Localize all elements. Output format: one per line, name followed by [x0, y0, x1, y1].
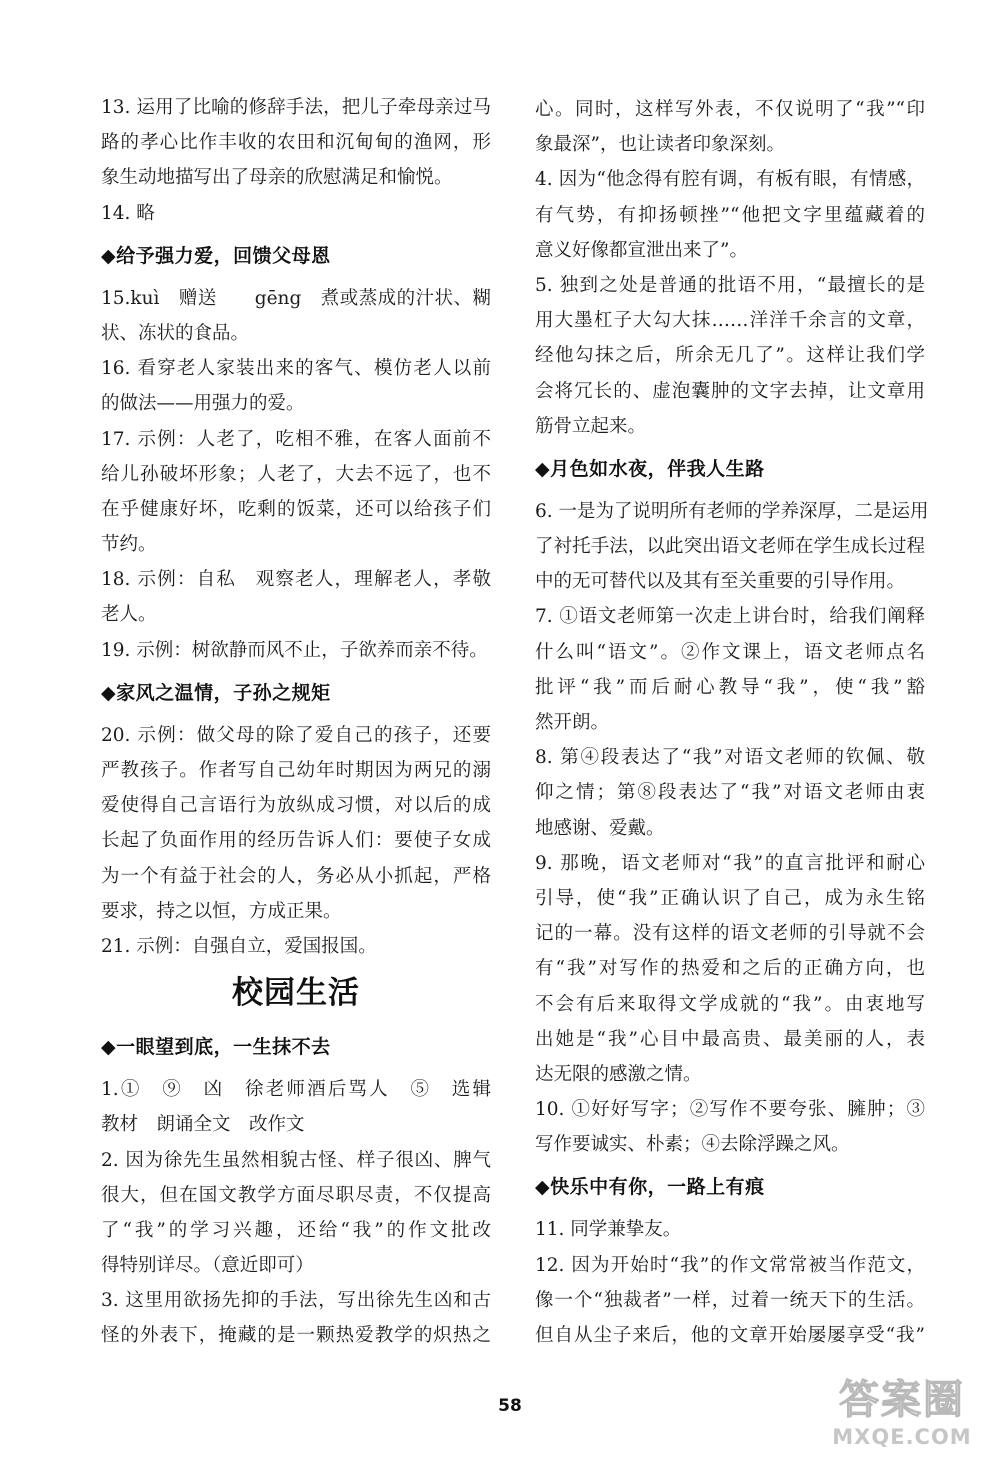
answer-item [101, 1072, 491, 1142]
answer-line: 13. 运用了比喻的修辞手法，把儿子牵母亲过马 [101, 97, 491, 118]
answer-line: 中的无可替代以及其有至关重要的引导作用。 [535, 571, 906, 593]
answer-line: 4. 因为“他念得有腔有调，有板有眼，有情感， [535, 169, 925, 191]
answer-line: 像一个“独裁者”一样，过着一统天下的生活。 [535, 1289, 925, 1311]
answer-line: 了衬托手法，以此突出语文老师在学生成长过程 [535, 536, 925, 558]
answer-line: 16. 看穿老人家装出来的客气、模仿老人以前 [101, 358, 491, 380]
answer-line: 心。同时，这样写外表，不仅说明了“我”“印 [535, 99, 925, 120]
answer-line: 达无限的感激之情。 [535, 1063, 702, 1085]
answer-line: 8. 第④段表达了“我”对语文老师的钦佩、敬 [535, 747, 925, 769]
answer-line: 给儿孙破坏形象；人老了，大去不远了，也不 [101, 463, 491, 485]
answer-line: 状、冻状的食品。 [101, 322, 250, 344]
answer-line: 经他勾抹之后，所余无几了”。这样让我们学 [535, 345, 925, 367]
answer-item [535, 92, 925, 162]
answer-item [101, 281, 491, 351]
answer-line: 12. 因为开始时“我”的作文常常被当作范文， [535, 1254, 925, 1276]
answer-item [101, 633, 491, 668]
answer-line: 地感谢、爱戴。 [535, 817, 665, 839]
answer-item [535, 599, 925, 740]
answer-line: 爱使得自己言语行为放纵成习惯，对以后的成 [101, 795, 491, 817]
answer-item [535, 1212, 925, 1247]
subsection-heading: ◆家风之温情，子孙之规矩 [101, 681, 331, 704]
watermark-logo: 答案圈 [839, 1377, 965, 1423]
answer-line: 筋骨立起来。 [535, 415, 647, 437]
answer-line: 用大墨杠子大勾大抹……洋洋千余言的文章， [535, 310, 925, 332]
answer-line: 老人。 [101, 604, 157, 626]
section-title: 校园生活 [232, 975, 360, 1012]
answer-item [101, 718, 491, 929]
answer-line: 会将冗长的、虚泡囊肿的文字去掉，让文章用 [535, 380, 925, 402]
answer-item [101, 929, 491, 964]
answer-item [535, 846, 925, 1092]
answer-line: 批评“我”而后耐心教导“我”，使“我”豁 [535, 676, 925, 698]
answer-line: 9. 那晚，语文老师对“我”的直言批评和耐心 [535, 852, 925, 874]
answer-item [101, 562, 491, 632]
answer-line: 为一个有益于社会的人，务必从小抓起，严格 [101, 865, 491, 887]
answer-line: 有气势，有抑扬顿挫”“他把文字里蕴藏着的 [535, 204, 925, 226]
answer-item [101, 351, 491, 421]
answer-line: 15.kuì 赠送 gēng 煮或蒸成的汁状、糊 [101, 287, 491, 309]
answer-line: 2. 因为徐先生虽然相貌古怪、样子很凶、脾气 [101, 1149, 491, 1171]
answer-line: 然开朗。 [535, 712, 610, 733]
answer-line: 3. 这里用欲扬先抑的手法，写出徐先生凶和古 [101, 1290, 491, 1312]
answer-line: 很大，但在国文教学方面尽职尽责，不仅提高 [101, 1184, 491, 1206]
answer-line: 象最深”，也让读者印象深刻。 [535, 134, 785, 156]
answer-line: 的做法——用强力的爱。 [101, 393, 305, 415]
answer-line: 写作要诚实、朴素；④去除浮躁之风。 [535, 1134, 850, 1156]
answer-line: 21. 示例：自强自立，爱国报国。 [101, 935, 377, 957]
answer-line: 象生动地描写出了母亲的欣慰满足和愉悦。 [101, 167, 453, 189]
answer-line: 什么叫“语文”。②作文课上，语文老师点名 [535, 641, 925, 663]
answer-item [101, 1143, 491, 1284]
answer-line: 教材 朗诵全文 改作文 [101, 1114, 305, 1136]
answer-item [535, 1092, 925, 1162]
answer-item [101, 422, 491, 563]
answer-line: 怪的外表下，掩藏的是一颗热爱教学的炽热之 [101, 1325, 491, 1347]
answer-line: 有“我”对写作的热爱和之后的正确方向，也 [535, 958, 925, 980]
answer-line: 要求，持之以恒，方成正果。 [101, 900, 342, 922]
answer-line: 节约。 [101, 534, 157, 556]
answer-line: 1.① ⑨ 凶 徐老师酒后骂人 ⑤ 选辑 [101, 1079, 491, 1101]
answer-item [535, 494, 929, 600]
answer-line: 19. 示例：树欲静而风不止，子欲养而亲不待。 [101, 639, 488, 661]
answer-line: 在乎健康好坏，吃剩的饭菜，还可以给孩子们 [101, 498, 491, 520]
answer-line: 记的一幕。没有这样的语文老师的引导就不会 [535, 923, 925, 945]
subsection-heading: ◆给予强力爱，回馈父母恩 [101, 244, 331, 267]
answer-line: 20. 示例：做父母的除了爱自己的孩子，还要 [101, 724, 491, 746]
answer-line: 7. ①语文老师第一次走上讲台时，给我们阐释 [535, 606, 925, 628]
answer-line: 6. 一是为了说明所有老师的学养深厚，二是运用 [535, 500, 929, 522]
left-column [101, 90, 491, 1354]
answer-line: 10. ①好好写字；②写作不要夸张、臃肿；③ [535, 1099, 925, 1121]
answer-line: 意义好像都宣泄出来了”。 [535, 239, 748, 261]
answer-line: 得特别详尽。（意近即可） [101, 1255, 314, 1277]
answer-line: 14. 略 [101, 202, 155, 224]
page-number: 58 [498, 1396, 522, 1416]
answer-line: 严教孩子。作者写自己幼年时期因为两兄的溺 [101, 760, 491, 781]
answer-line: 仰之情；第⑧段表达了“我”对语文老师由衷 [535, 782, 925, 804]
answer-line: 但自从尘子来后，他的文章开始屡屡享受“我” [535, 1325, 925, 1346]
answer-item [101, 196, 491, 231]
answer-item [535, 268, 925, 444]
right-column [535, 92, 929, 1353]
subsection-heading: ◆快乐中有你，一路上有痕 [535, 1176, 765, 1199]
answer-line: 出她是“我”心目中最高贵、最美丽的人，表 [535, 1028, 925, 1050]
answer-item [101, 1283, 491, 1353]
answer-item [535, 162, 925, 268]
answer-line: 长起了负面作用的经历告诉人们：要使子女成 [101, 830, 491, 852]
answer-line: 引导，使“我”正确认识了自己，成为永生铭 [535, 887, 925, 909]
subsection-heading: ◆一眼望到底，一生抹不去 [101, 1036, 331, 1059]
answer-line: 17. 示例：人老了，吃相不雅，在客人面前不 [101, 428, 491, 450]
answer-line: 18. 示例：自私 观察老人，理解老人，孝敬 [101, 569, 491, 591]
answer-line: 了“我”的学习兴趣，还给“我”的作文批改 [101, 1219, 491, 1241]
answer-line: 5. 独到之处是普通的批语不用，“最擅长的是 [535, 274, 925, 296]
answer-item [535, 740, 925, 846]
watermark [816, 1376, 988, 1450]
answer-item [535, 1248, 925, 1354]
answer-line: 不会有后来取得文学成就的“我”。由衷地写 [535, 993, 925, 1015]
answer-item [101, 90, 491, 196]
answer-line: 路的孝心比作丰收的农田和沉甸甸的渔网，形 [101, 132, 491, 154]
answer-line: 11. 同学兼挚友。 [535, 1219, 682, 1241]
subsection-heading: ◆月色如水夜，伴我人生路 [535, 457, 765, 480]
watermark-site: MXQE.COM [832, 1425, 972, 1449]
